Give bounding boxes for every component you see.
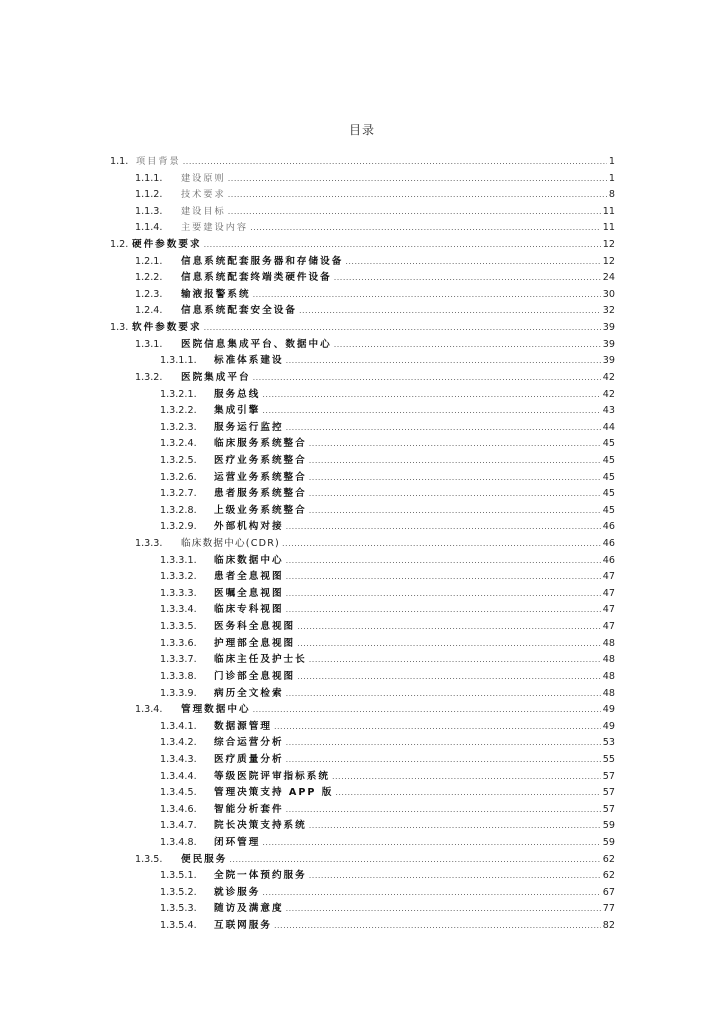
toc-dot-leader [282, 536, 601, 553]
toc-entry-title: 软件参数要求 [132, 322, 202, 334]
toc-entry[interactable] [110, 652, 615, 669]
toc-entry-title: 医院信息集成平台、数据中心 [181, 338, 332, 350]
toc-entry-page: 59 [602, 836, 615, 848]
toc-entry[interactable] [110, 818, 615, 835]
toc-entry-title: 全院一体预约服务 [214, 870, 307, 882]
toc-entry-page: 45 [602, 488, 615, 500]
toc-entry-page: 47 [602, 571, 615, 583]
toc-entry-page: 77 [602, 903, 615, 915]
toc-entry-title: 建设原则 [181, 172, 226, 184]
toc-entry-number: 1.3.4.8. [160, 836, 197, 848]
toc-entry-page: 12 [602, 255, 615, 267]
toc-dot-leader [309, 470, 601, 487]
toc-entry[interactable] [110, 187, 615, 204]
toc-entry[interactable] [110, 470, 615, 487]
toc-entry-page: 46 [602, 538, 615, 550]
toc-entry-title: 数据源管理 [214, 720, 272, 732]
toc-entry-number: 1.3.4. [135, 704, 163, 716]
toc-dot-leader [286, 569, 601, 586]
toc-entry-number: 1.3.4.7. [160, 820, 197, 832]
toc-entry-number: 1.1. [110, 156, 129, 167]
toc-dot-leader [297, 669, 601, 686]
toc-entry-number: 1.2.1. [135, 255, 163, 267]
toc-entry-title: 项目背景 [136, 156, 181, 167]
toc-dot-leader [286, 519, 601, 536]
toc-entry[interactable] [110, 519, 615, 536]
toc-dot-leader [262, 403, 600, 420]
toc-dot-leader [286, 901, 601, 918]
toc-entry-number: 1.3.4.1. [160, 720, 197, 732]
toc-entry-page: 49 [602, 720, 615, 732]
toc-entry-number: 1.3.3.9. [160, 687, 197, 699]
toc-entry-title: 硬件参数要求 [132, 239, 202, 251]
toc-dot-leader [286, 353, 601, 370]
toc-dot-leader [309, 503, 601, 520]
toc-entry-page: 62 [602, 853, 615, 865]
toc-dot-leader [253, 702, 601, 719]
toc-entry[interactable] [110, 204, 615, 221]
toc-entry-title: 信息系统配套终端类硬件设备 [181, 272, 332, 284]
toc-entry-title: 临床数据中心 [214, 554, 284, 566]
toc-entry-number: 1.3.3.6. [160, 637, 197, 649]
toc-dot-leader [286, 752, 601, 769]
toc-entry[interactable] [110, 403, 615, 420]
toc-entry-number: 1.1.3. [135, 205, 163, 217]
toc-entry-number: 1.3.5.3. [160, 903, 197, 915]
toc-entry-number: 1.3.3.4. [160, 604, 197, 616]
toc-entry-page: 8 [608, 189, 615, 201]
toc-entry-page: 24 [602, 272, 615, 284]
toc-entry-page: 42 [602, 388, 615, 400]
toc-entry-title: 信息系统配套服务器和存储设备 [181, 255, 344, 267]
toc-dot-leader [228, 204, 601, 221]
toc-dot-leader [286, 553, 601, 570]
toc-entry-page: 47 [602, 604, 615, 616]
toc-dot-leader [345, 254, 600, 271]
toc-entry-title: 运营业务系统整合 [214, 471, 307, 483]
toc-entry-number: 1.3.2.6. [160, 471, 197, 483]
toc-entry-number: 1.3.5.2. [160, 886, 197, 898]
toc-entry-page: 48 [602, 654, 615, 666]
toc-entry[interactable] [110, 303, 615, 320]
toc-entry-number: 1.3.1.1. [160, 355, 197, 367]
toc-entry-page: 57 [602, 770, 615, 782]
toc-entry-page: 47 [602, 621, 615, 633]
toc-entry-title: 上级业务系统整合 [214, 504, 307, 516]
toc-entry[interactable] [110, 453, 615, 470]
toc-entry[interactable] [110, 602, 615, 619]
toc-entry-page: 59 [602, 820, 615, 832]
toc-dot-leader [250, 220, 601, 237]
toc-entry-page: 43 [602, 405, 615, 417]
toc-entry-page: 47 [602, 587, 615, 599]
toc-entry[interactable] [110, 852, 615, 869]
toc-entry-number: 1.3.3. [135, 538, 163, 550]
toc-entry[interactable] [110, 686, 615, 703]
toc-entry-page: 45 [602, 471, 615, 483]
toc-entry-number: 1.3.2.3. [160, 421, 197, 433]
toc-entry[interactable] [110, 536, 615, 553]
toc-dot-leader [253, 287, 601, 304]
toc-entry-page: 82 [602, 920, 615, 932]
toc-entry-page: 48 [602, 637, 615, 649]
toc-dot-leader [262, 387, 600, 404]
toc-entry-page: 57 [602, 803, 615, 815]
toc-entry[interactable] [110, 154, 615, 171]
toc-dot-leader [204, 320, 601, 337]
table-of-contents [110, 154, 615, 935]
toc-entry-number: 1.3.4.3. [160, 753, 197, 765]
toc-entry-number: 1.3.4.5. [160, 787, 197, 799]
toc-entry-title: 集成引擎 [214, 405, 261, 417]
toc-entry-number: 1.3.2. [135, 371, 163, 383]
toc-dot-leader [229, 852, 600, 869]
toc-entry-number: 1.2.4. [135, 305, 163, 317]
toc-entry[interactable] [110, 785, 615, 802]
toc-entry[interactable] [110, 436, 615, 453]
toc-entry[interactable] [110, 553, 615, 570]
toc-entry-title: 病历全文检索 [214, 687, 284, 699]
toc-entry[interactable] [110, 569, 615, 586]
toc-entry-page: 39 [602, 355, 615, 367]
toc-entry-number: 1.3.3.5. [160, 621, 197, 633]
toc-entry[interactable] [110, 918, 615, 935]
toc-entry[interactable] [110, 868, 615, 885]
toc-entry[interactable] [110, 270, 615, 287]
toc-dot-leader [228, 187, 607, 204]
toc-entry-title: 标准体系建设 [214, 355, 284, 367]
toc-entry-page: 57 [602, 787, 615, 799]
toc-entry-number: 1.3.2.1. [160, 388, 197, 400]
toc-entry-title: 综合运营分析 [214, 737, 284, 749]
toc-entry-page: 1 [608, 172, 615, 184]
toc-dot-leader [335, 785, 600, 802]
toc-entry-number: 1.3.2.2. [160, 405, 197, 417]
toc-entry-number: 1.3.3.8. [160, 670, 197, 682]
toc-entry-title: 医疗业务系统整合 [214, 454, 307, 466]
toc-entry-number: 1.2.2. [135, 272, 163, 284]
toc-dot-leader [262, 885, 600, 902]
toc-entry-number: 1.3. [110, 322, 129, 334]
toc-entry-title: 建设目标 [181, 205, 226, 217]
toc-entry-page: 45 [602, 504, 615, 516]
toc-entry-number: 1.3.3.7. [160, 654, 197, 666]
toc-dot-leader [309, 868, 601, 885]
toc-entry-page: 45 [602, 454, 615, 466]
toc-entry-page: 48 [602, 687, 615, 699]
toc-entry-number: 1.3.4.6. [160, 803, 197, 815]
toc-entry[interactable] [110, 835, 615, 852]
toc-entry-number: 1.3.4.4. [160, 770, 197, 782]
toc-entry[interactable] [110, 370, 615, 387]
toc-entry[interactable] [110, 486, 615, 503]
toc-entry[interactable] [110, 171, 615, 188]
toc-dot-leader [309, 486, 601, 503]
toc-dot-leader [204, 237, 601, 254]
toc-entry-number: 1.3.3.2. [160, 571, 197, 583]
toc-entry-page: 45 [602, 438, 615, 450]
toc-entry-page: 12 [602, 239, 615, 251]
toc-entry-page: 46 [602, 521, 615, 533]
toc-entry[interactable] [110, 901, 615, 918]
toc-entry-title: 外部机构对接 [214, 521, 284, 533]
toc-entry-number: 1.3.5.4. [160, 920, 197, 932]
toc-entry-title: 服务运行监控 [214, 421, 284, 433]
toc-entry-page: 67 [602, 886, 615, 898]
toc-entry-number: 1.3.2.5. [160, 454, 197, 466]
toc-entry-number: 1.3.2.8. [160, 504, 197, 516]
toc-entry-number: 1.3.1. [135, 338, 163, 350]
toc-dot-leader [309, 652, 601, 669]
toc-entry[interactable] [110, 702, 615, 719]
toc-entry-number: 1.3.2.7. [160, 488, 197, 500]
toc-entry-page: 42 [602, 371, 615, 383]
toc-entry-page: 44 [602, 421, 615, 433]
toc-entry-page: 55 [602, 753, 615, 765]
toc-entry-page: 39 [602, 338, 615, 350]
toc-entry-page: 62 [602, 870, 615, 882]
toc-entry[interactable] [110, 503, 615, 520]
toc-entry-title: 门诊部全息视图 [214, 670, 296, 682]
toc-entry-title: 智能分析套件 [214, 803, 284, 815]
toc-entry[interactable] [110, 287, 615, 304]
toc-dot-leader [297, 619, 601, 636]
toc-entry[interactable] [110, 636, 615, 653]
toc-dot-leader [309, 818, 601, 835]
toc-entry[interactable] [110, 719, 615, 736]
toc-entry-number: 1.1.4. [135, 222, 163, 234]
toc-entry-title: 闭环管理 [214, 836, 261, 848]
toc-entry[interactable] [110, 752, 615, 769]
toc-entry-title: 便民服务 [181, 853, 228, 865]
toc-entry-title: 服务总线 [214, 388, 261, 400]
toc-entry-page: 32 [602, 305, 615, 317]
toc-dot-leader [228, 171, 607, 188]
toc-dot-leader [262, 835, 600, 852]
toc-entry-title: 就诊服务 [214, 886, 261, 898]
toc-entry-title: 护理部全息视图 [214, 637, 296, 649]
toc-dot-leader [286, 420, 601, 437]
toc-entry[interactable] [110, 885, 615, 902]
toc-entry-title: 临床专科视图 [214, 604, 284, 616]
toc-entry-title: 医疗质量分析 [214, 753, 284, 765]
toc-entry-title: 等级医院评审指标系统 [214, 770, 330, 782]
toc-entry-number: 1.3.5.1. [160, 870, 197, 882]
toc-entry-number: 1.3.4.2. [160, 737, 197, 749]
toc-dot-leader [334, 270, 601, 287]
toc-entry-number: 1.1.2. [135, 189, 163, 201]
toc-entry[interactable] [110, 220, 615, 237]
toc-entry[interactable] [110, 353, 615, 370]
toc-dot-leader [286, 735, 601, 752]
toc-entry-title: 患者全息视图 [214, 571, 284, 583]
toc-entry[interactable] [110, 254, 615, 271]
toc-entry-title: 临床服务系统整合 [214, 438, 307, 450]
toc-entry-title: 院长决策支持系统 [214, 820, 307, 832]
toc-entry-number: 1.3.5. [135, 853, 163, 865]
toc-entry-number: 1.1.1. [135, 172, 163, 184]
toc-dot-leader [297, 636, 601, 653]
toc-entry[interactable] [110, 420, 615, 437]
toc-dot-leader [286, 586, 601, 603]
toc-entry-page: 48 [602, 670, 615, 682]
toc-dot-leader [332, 769, 601, 786]
toc-entry-page: 49 [602, 704, 615, 716]
toc-entry-title: 输液报警系统 [181, 288, 251, 300]
toc-dot-leader [286, 802, 601, 819]
toc-dot-leader [334, 337, 601, 354]
toc-entry-page: 39 [602, 322, 615, 334]
toc-entry[interactable] [110, 337, 615, 354]
toc-entry-title: 随访及满意度 [214, 903, 284, 915]
toc-entry-page: 1 [608, 156, 615, 167]
toc-entry-title: 互联网服务 [214, 920, 272, 932]
toc-entry[interactable] [110, 802, 615, 819]
toc-dot-leader [274, 719, 601, 736]
toc-entry[interactable] [110, 320, 615, 337]
toc-entry-page: 46 [602, 554, 615, 566]
toc-entry-title: 管理数据中心 [181, 704, 251, 716]
toc-dot-leader [274, 918, 601, 935]
toc-entry-number: 1.3.2.9. [160, 521, 197, 533]
toc-entry-title: 医院集成平台 [181, 371, 251, 383]
toc-entry-number: 1.2. [110, 239, 129, 251]
toc-entry-number: 1.3.3.3. [160, 587, 197, 599]
toc-dot-leader [286, 602, 601, 619]
toc-entry-page: 11 [602, 222, 615, 234]
toc-dot-leader [183, 154, 607, 171]
toc-entry[interactable] [110, 735, 615, 752]
toc-entry[interactable] [110, 769, 615, 786]
toc-entry-title: 医嘱全息视图 [214, 587, 284, 599]
toc-entry-number: 1.3.3.1. [160, 554, 197, 566]
toc-entry-page: 53 [602, 737, 615, 749]
toc-entry-title: 临床主任及护士长 [214, 654, 307, 666]
toc-dot-leader [286, 686, 601, 703]
toc-entry[interactable] [110, 619, 615, 636]
toc-entry[interactable] [110, 237, 615, 254]
toc-entry-title: 患者服务系统整合 [214, 488, 307, 500]
toc-dot-leader [309, 436, 601, 453]
toc-dot-leader [299, 303, 601, 320]
toc-entry[interactable] [110, 387, 615, 404]
toc-entry-title: 临床数据中心(CDR) [181, 538, 281, 550]
toc-entry-title: 信息系统配套安全设备 [181, 305, 297, 317]
toc-entry[interactable] [110, 669, 615, 686]
toc-entry-page: 11 [602, 205, 615, 217]
toc-dot-leader [253, 370, 601, 387]
toc-entry-page: 30 [602, 288, 615, 300]
toc-entry-number: 1.2.3. [135, 288, 163, 300]
toc-entry-title: 医务科全息视图 [214, 621, 296, 633]
toc-entry-title: 技术要求 [181, 189, 226, 201]
toc-entry[interactable] [110, 586, 615, 603]
toc-entry-title: 管理决策支持 APP 版 [214, 787, 334, 799]
toc-entry-number: 1.3.2.4. [160, 438, 197, 450]
toc-title: 目录 [348, 123, 375, 137]
toc-entry-title: 主要建设内容 [181, 222, 249, 234]
toc-dot-leader [309, 453, 601, 470]
